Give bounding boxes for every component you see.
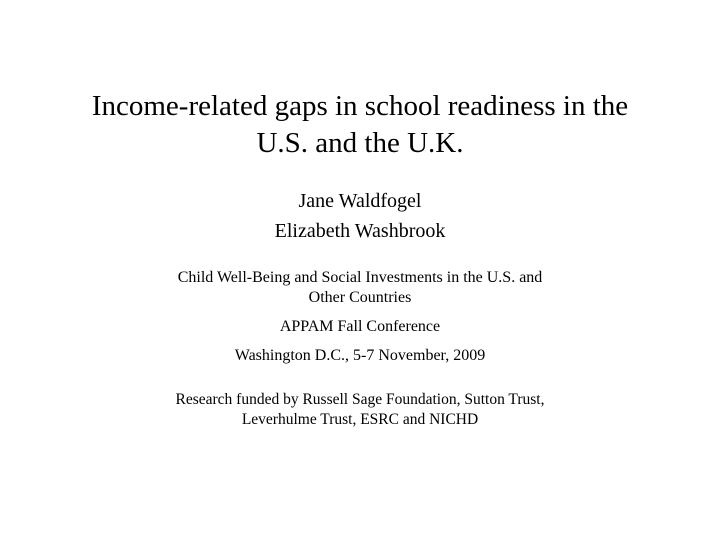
slide-subtitle <box>90 186 630 430</box>
location-date: Washington D.C., 5-7 November, 2009 <box>234 347 486 364</box>
conference-name: APPAM Fall Conference <box>279 318 441 335</box>
funding-line: Leverhulme Trust, ESRC and NICHD <box>241 411 479 428</box>
funding-line: Research funded by Russell Sage Foundation, Sutton Trust, <box>175 391 545 408</box>
author-name: Elizabeth Washbrook <box>274 220 446 242</box>
session-title-line: Child Well-Being and Social Investments in the U.S. and <box>177 269 543 286</box>
session-title-line: Other Countries <box>308 289 412 306</box>
author-list <box>90 186 630 246</box>
author-name: Jane Waldfogel <box>298 190 422 212</box>
slide-title <box>30 88 690 162</box>
title-line: Income-related gaps in school readiness in the <box>91 90 629 122</box>
title-line: U.S. and the U.K. <box>256 127 464 159</box>
event-info <box>90 268 630 366</box>
funding-note <box>90 390 630 430</box>
